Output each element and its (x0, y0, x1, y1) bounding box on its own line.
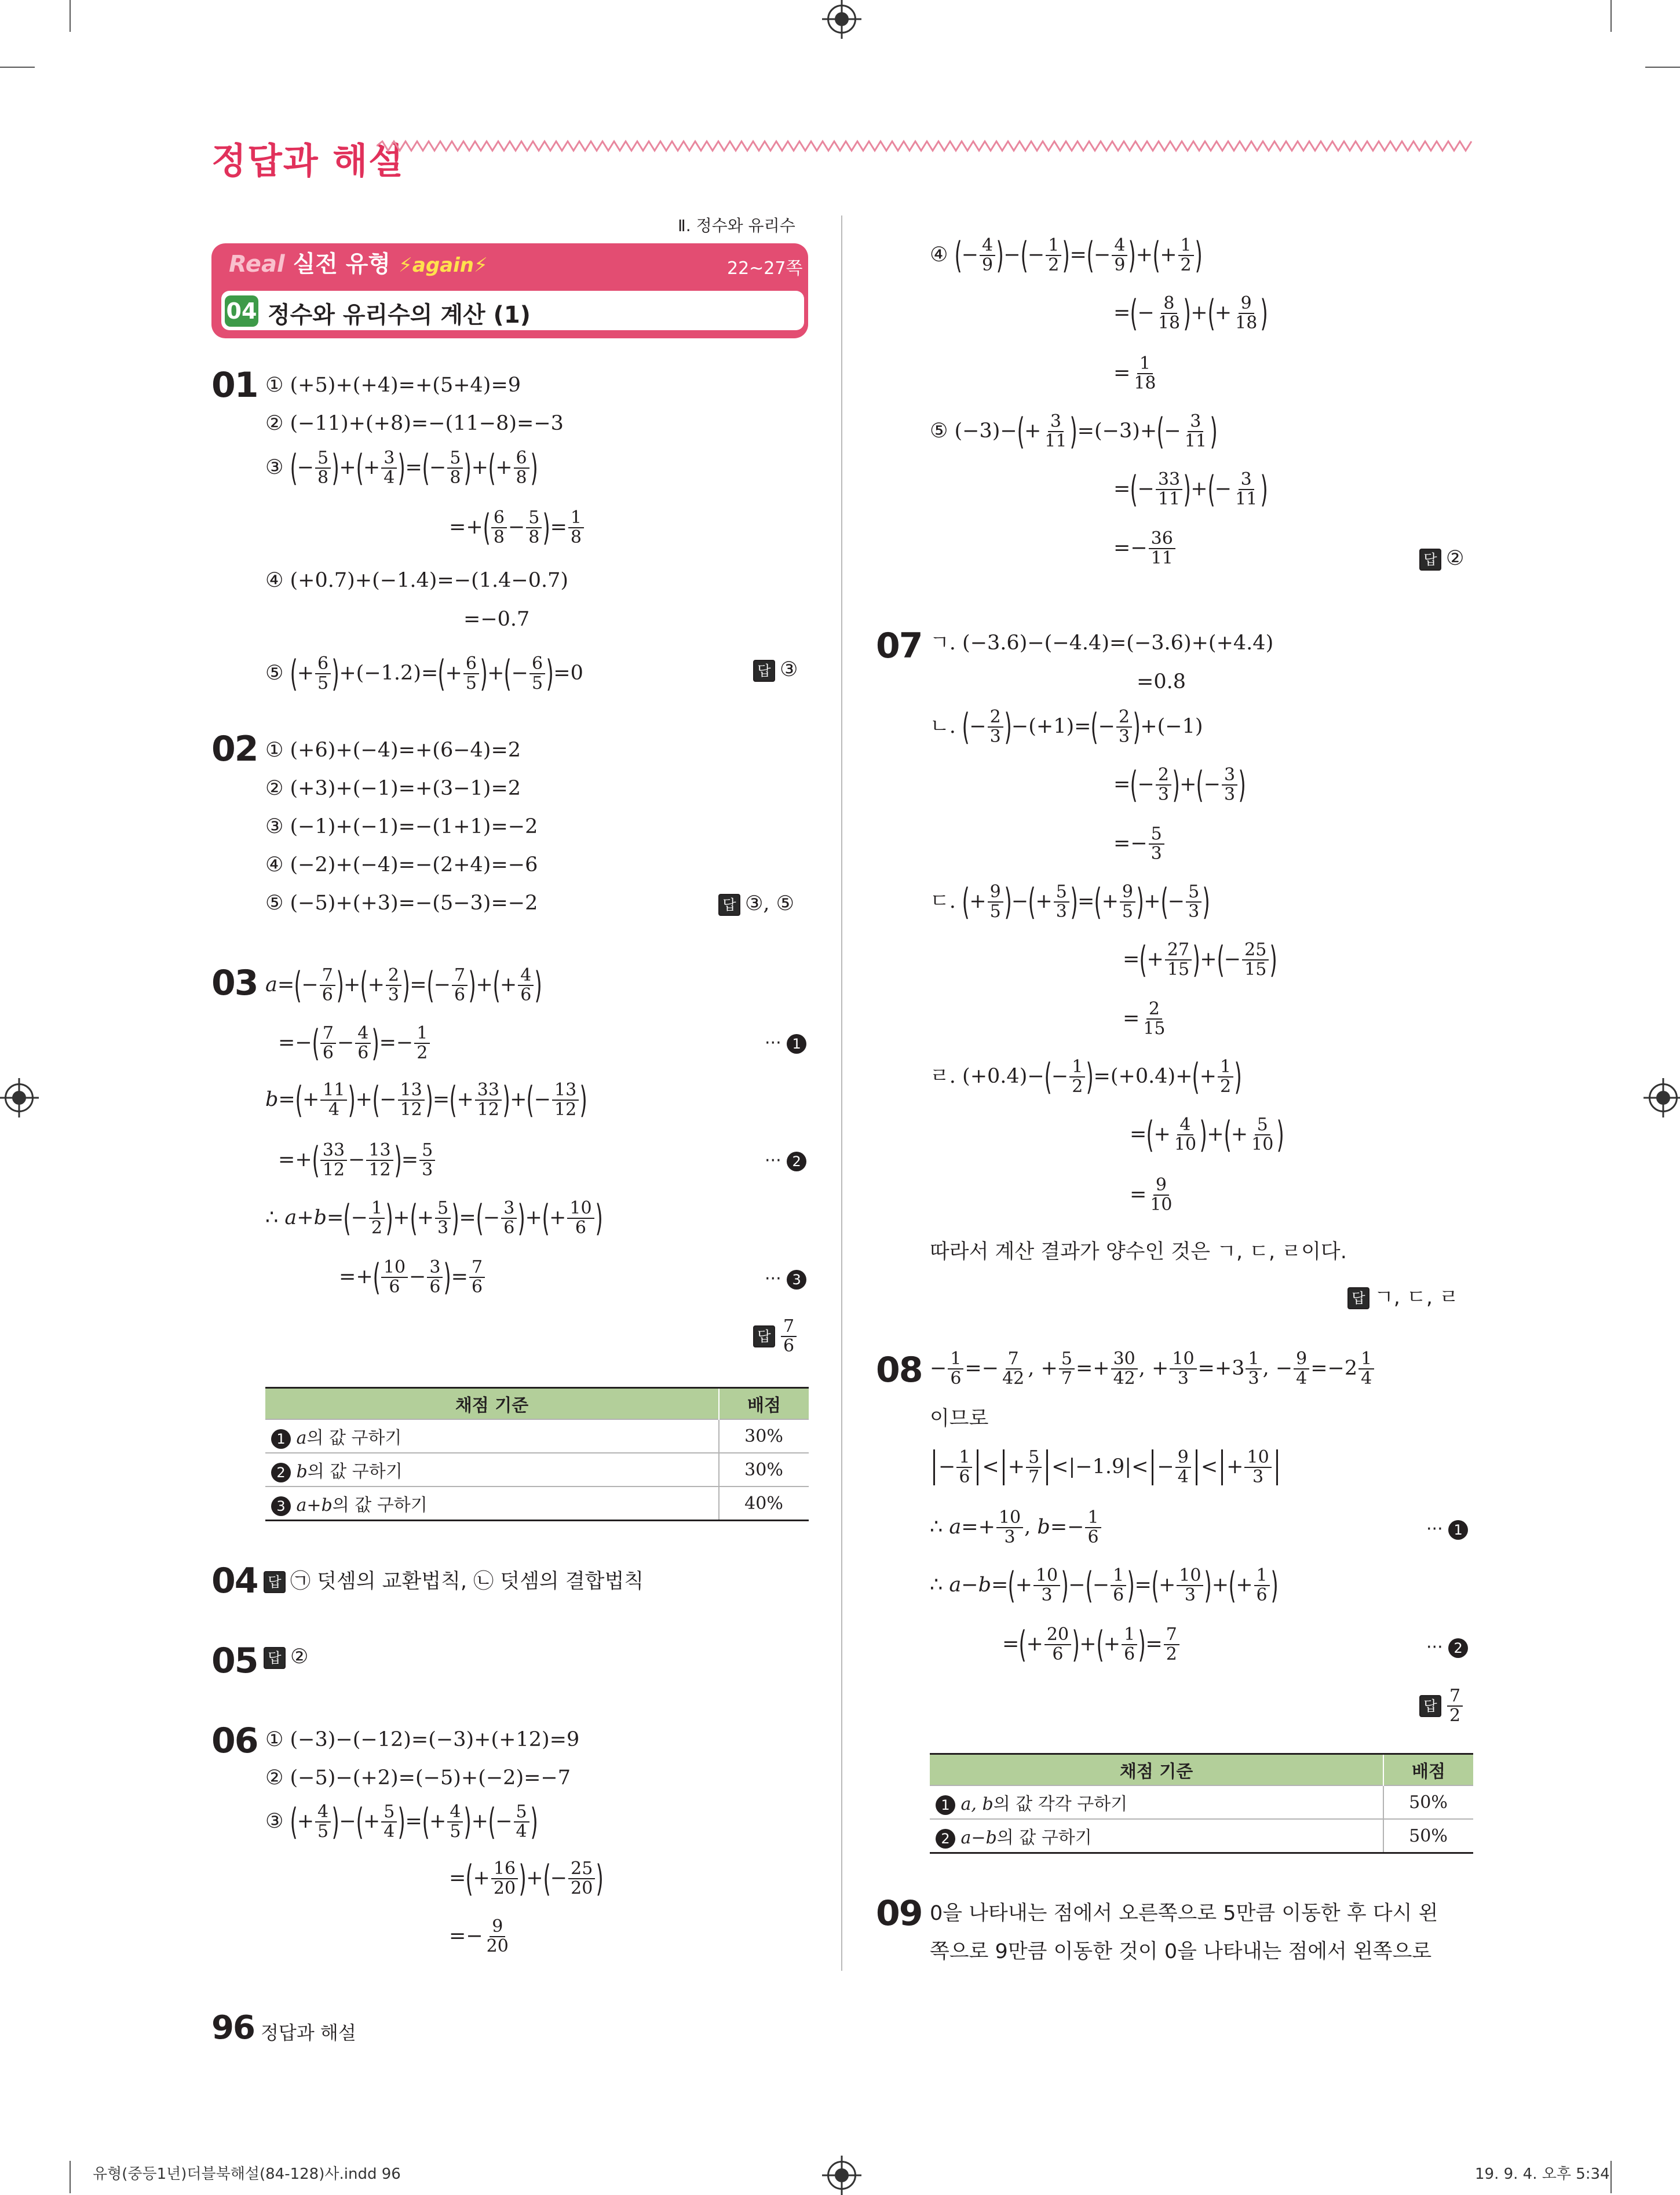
answer-icon: 답 (753, 660, 775, 682)
solution-line: ㄴ. (− $\frac{2}{3}$ )−(+1)=(− $\frac{2}{3}$ )+(−1) (930, 706, 1203, 748)
answer-icon: 답 (718, 894, 740, 916)
problem-number: 08 (876, 1350, 922, 1390)
problem-number: 06 (211, 1721, 258, 1761)
answer: 답 ③ (753, 658, 798, 682)
solution-line: ⑤ (−5)+(+3)=−(5−3)=−2 (265, 892, 538, 915)
answer-icon: 답 (1419, 549, 1441, 571)
solution-line: =− $\frac{9}{20}$ (449, 1916, 509, 1957)
solution-line: =− $\frac{5}{3}$ (1113, 825, 1166, 864)
zigzag-rule (377, 139, 1474, 153)
solution-line: ㄹ. (+0.4)−(− $\frac{1}{2}$ )=(+0.4)+(+ $\frac{1}{2}$ ) (930, 1056, 1242, 1098)
table-row: 2 a−b의 값 구하기 50% (930, 1819, 1473, 1853)
crop-mark (70, 0, 71, 32)
table-header: 배점 (1383, 1754, 1473, 1786)
solution-line: =+( $\frac{6}{8}$ − $\frac{5}{8}$ )= $\frac{1}{8}$ (449, 509, 585, 547)
registration-mark-icon (1649, 1083, 1678, 1112)
solution-line: ㄱ. (−3.6)−(−4.4)=(−3.6)+(+4.4) (930, 631, 1274, 655)
solution-line: ㄷ. (+ $\frac{9}{5}$ )−(+ $\frac{5}{3}$ )=(+ $\frac{9}{5}$ )+(− $\frac{5}{3}$ ) (930, 881, 1210, 923)
scoring-table (265, 1387, 809, 1521)
solution-line: =−( $\frac{7}{6}$ − $\frac{4}{6}$ )=− $\frac{1}{2}$ (278, 1024, 431, 1063)
solution-line: ∴ a=+ $\frac{10}{3}$ , b=− $\frac{1}{6}$ (930, 1509, 1102, 1547)
footer-label: 정답과 해설 (261, 2022, 356, 2044)
table-row: 2 b의 값 구하기 30% (265, 1453, 809, 1487)
solution-line: =+( $\frac{33}{12}$ − $\frac{13}{12}$ )= $\frac{5}{3}$ (278, 1141, 436, 1180)
table-row: 1 a, b의 값 각각 구하기 50% (930, 1785, 1473, 1819)
solution-line: ③ (− $\frac{5}{8}$ )+(+ $\frac{3}{4}$ )=(− $\frac{5}{8}$ )+(+ $\frac{6}{8}$ ) (265, 447, 538, 490)
answer: 답 ② (264, 1645, 308, 1669)
problem-number: 02 (211, 729, 258, 769)
solution-line: ④ (+0.7)+(−1.4)=−(1.4−0.7) (265, 569, 569, 592)
solution-line: =+( $\frac{10}{6}$ − $\frac{3}{6}$ )= $\frac{7}{6}$ (339, 1258, 486, 1297)
print-timestamp: 19. 9. 4. 오후 5:34 (1475, 2165, 1610, 2183)
solution-line: =(− $\frac{33}{11}$ )+(− $\frac{3}{11}$ ) (1113, 468, 1269, 511)
problem-number: 09 (876, 1893, 922, 1934)
section-title: 정수와 유리수의 계산 (1) (268, 302, 531, 328)
answer-icon: 답 (1347, 1287, 1369, 1309)
table-row: 1 a의 값 구하기 30% (265, 1419, 809, 1453)
solution-line: ④ (− $\frac{4}{9}$ )−(− $\frac{1}{2}$ )=(− $\frac{4}{9}$ )+(+ $\frac{1}{2}$ ) (930, 234, 1203, 277)
table-header: 채점 기준 (265, 1388, 719, 1420)
solution-line: 이므로 (930, 1407, 989, 1430)
solution-line: ∴ a+b=(− $\frac{1}{2}$ )+(+ $\frac{5}{3}$ )=(− $\frac{3}{6}$ )+(+ $\frac{10}{6}$ ) (265, 1197, 603, 1240)
solution-line: =− $\frac{36}{11}$ (1113, 529, 1177, 568)
problem-number: 05 (211, 1641, 258, 1681)
registration-mark-icon (827, 5, 856, 34)
problem-number: 03 (211, 963, 258, 1003)
answer-icon: 답 (264, 1647, 286, 1669)
crop-mark (70, 2161, 71, 2193)
solution-line: =(− $\frac{2}{3}$ )+(− $\frac{3}{3}$ ) (1113, 764, 1246, 806)
column-divider (841, 216, 842, 1971)
brand-title: 정답과 해설 (211, 140, 405, 182)
solution-line: a=(− $\frac{7}{6}$ )+(+ $\frac{2}{3}$ )=(− $\frac{7}{6}$ )+(+ $\frac{4}{6}$ ) (265, 964, 543, 1007)
banner-real: Real (229, 251, 285, 277)
solution-line: b=(+ $\frac{11}{4}$ )+(− $\frac{13}{12}$ )=(+ $\frac{33}{12}$ )+(− $\frac{13}{12}$ ) (265, 1079, 587, 1122)
problem-number: 04 (211, 1561, 258, 1601)
solution-line: 쪽으로 9만큼 이동한 것이 0을 나타내는 점에서 왼쪽으로 (930, 1940, 1432, 1963)
table-header: 배점 (719, 1388, 809, 1420)
solution-line: ⑤ (+ $\frac{6}{5}$ )+(−1.2)=(+ $\frac{6}{5}$ )+(− $\frac{6}{5}$ )=0 (265, 652, 583, 695)
solution-line: = $\frac{2}{15}$ (1123, 999, 1166, 1039)
solution-line: − $\frac{1}{6}$ =− $\frac{7}{42}$ , + $\frac{5}{7}$ =+ $\frac{30}{42}$ , + $\frac{10}{3}$ =+3 $\frac{1}{3}$ , − $\frac{9}{4}$ =−2 $\frac{1}{4}$ (930, 1350, 1375, 1389)
solution-line: ③ (−1)+(−1)=−(1+1)=−2 (265, 815, 538, 838)
solution-line: ④ (−2)+(−4)=−(2+4)=−6 (265, 853, 538, 876)
answer: 답 ㉠ 덧셈의 교환법칙, ㉡ 덧셈의 결합법칙 (264, 1565, 644, 1594)
table-row: 3 a+b의 값 구하기 40% (265, 1487, 809, 1521)
registration-mark-icon (827, 2161, 856, 2190)
crop-mark (1610, 2161, 1612, 2193)
solution-line: ⑤ (−3)−(+ $\frac{3}{11}$ )=(−3)+(− $\frac{3}{11}$ ) (930, 410, 1218, 453)
solution-line: =(+ $\frac{16}{20}$ )+(− $\frac{25}{20}$ ) (449, 1857, 604, 1900)
crop-mark (0, 67, 35, 68)
problem-number: 01 (211, 365, 258, 406)
banner-title (229, 246, 488, 279)
solution-line: ① (−3)−(−12)=(−3)+(+12)=9 (265, 1728, 580, 1751)
crop-mark (1610, 0, 1612, 32)
solution-line: = $\frac{9}{10}$ (1130, 1175, 1173, 1215)
solution-line: ① (+5)+(+4)=+(5+4)=9 (265, 374, 521, 397)
solution-line: ② (−11)+(+8)=−(11−8)=−3 (265, 412, 564, 435)
banner-pages: 22~27쪽 (727, 258, 803, 279)
solution-conclusion: 따라서 계산 결과가 양수인 것은 ㄱ, ㄷ, ㄹ이다. (930, 1240, 1347, 1263)
solution-line: =(+ $\frac{27}{15}$ )+(− $\frac{25}{15}$ ) (1123, 938, 1278, 981)
solution-line: 0을 나타내는 점에서 오른쪽으로 5만큼 이동한 후 다시 왼 (930, 1902, 1438, 1925)
banner-again: ⚡again⚡ (399, 254, 488, 277)
solution-line: = $\frac{1}{18}$ (1113, 353, 1156, 394)
problem-number: 07 (876, 626, 922, 666)
solution-line: =(+ $\frac{20}{6}$ )+(+ $\frac{1}{6}$ )= $\frac{7}{2}$ (1002, 1626, 1181, 1664)
banner-title-text: 실전 유형 (293, 251, 391, 277)
answer: 답 ② (1419, 547, 1464, 571)
registration-mark-icon (5, 1083, 34, 1112)
solution-line: ② (−5)−(+2)=(−5)+(−2)=−7 (265, 1766, 571, 1789)
answer: 답 $\frac{7}{2}$ (1419, 1687, 1464, 1726)
answer: 답 ③, ⑤ (718, 892, 794, 916)
solution-line: ② (+3)+(−1)=+(3−1)=2 (265, 777, 521, 800)
step-marker: ··· 2 (1426, 1637, 1468, 1658)
solution-line: ③ (+ $\frac{4}{5}$ )−(+ $\frac{5}{4}$ )=(+ $\frac{4}{5}$ )+(− $\frac{5}{4}$ ) (265, 1800, 538, 1843)
solution-line: =(− $\frac{8}{18}$ )+(+ $\frac{9}{18}$ ) (1113, 292, 1269, 335)
answer: 답 $\frac{7}{6}$ (753, 1317, 798, 1356)
print-slug: 유형(중등1년)더블북해설(84-128)사.indd 96 (93, 2165, 401, 2183)
step-marker: ··· 2 (765, 1151, 806, 1171)
step-marker: ··· 1 (1426, 1519, 1468, 1540)
scoring-table (930, 1753, 1473, 1854)
solution-line: =−0.7 (463, 608, 530, 631)
crop-mark (1645, 67, 1680, 68)
answer-icon: 답 (753, 1325, 775, 1347)
answer-icon: 답 (1419, 1695, 1441, 1717)
solution-line: =(+ $\frac{4}{10}$ )+(+ $\frac{5}{10}$ ) (1130, 1113, 1285, 1156)
chapter-label: Ⅱ. 정수와 유리수 (678, 216, 795, 235)
answer-icon: 답 (264, 1571, 286, 1593)
section-number-badge: 04 (225, 295, 258, 327)
solution-line: =0.8 (1137, 670, 1186, 693)
solution-line: ∴ a−b=(+ $\frac{10}{3}$ )−(− $\frac{1}{6}$ )=(+ $\frac{10}{3}$ )+(+ $\frac{1}{6}$ ) (930, 1564, 1279, 1607)
table-header: 채점 기준 (930, 1754, 1383, 1786)
answer: 답 ㄱ, ㄷ, ㄹ (1347, 1281, 1459, 1310)
page-number: 96 (211, 2009, 254, 2047)
step-marker: ··· 3 (765, 1269, 806, 1290)
step-marker: ··· 1 (765, 1033, 806, 1054)
solution-line: ① (+6)+(−4)=+(6−4)=2 (265, 739, 521, 762)
solution-line: − $\frac{1}{6}$ < + $\frac{5}{7}$ <|−1.9|< − $\frac{9}{4}$ < + $\frac{10}{3}$ (930, 1448, 1281, 1487)
